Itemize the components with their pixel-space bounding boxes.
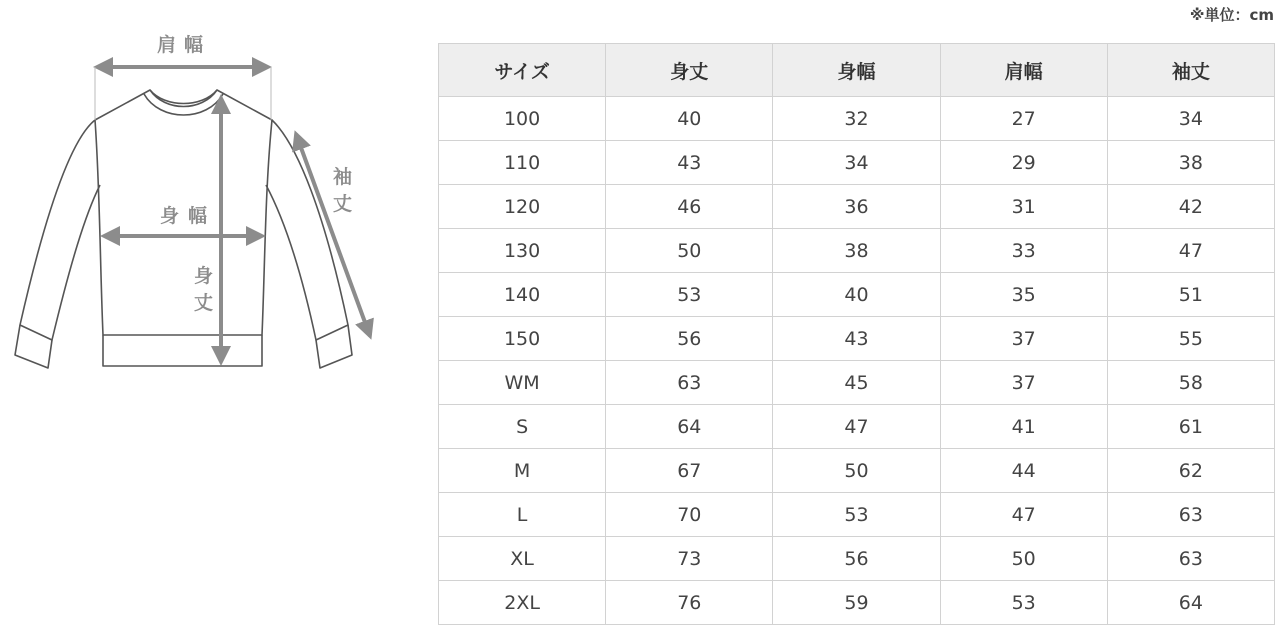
cell-sleeve-length: 63 <box>1107 537 1274 581</box>
header-sleeve-length: 袖丈 <box>1107 44 1274 97</box>
cell-size: 120 <box>439 185 606 229</box>
shoulder-width-label-char-2: 幅 <box>184 34 204 56</box>
dimension-guides <box>95 67 271 120</box>
cell-sleeve-length: 58 <box>1107 361 1274 405</box>
cell-body-length: 43 <box>606 141 773 185</box>
cell-body-width: 43 <box>773 317 940 361</box>
cell-body-width: 32 <box>773 97 940 141</box>
table-row <box>439 537 1275 581</box>
cell-shoulder-width: 53 <box>940 581 1107 625</box>
cell-shoulder-width: 33 <box>940 229 1107 273</box>
table-row <box>439 229 1275 273</box>
cell-shoulder-width: 50 <box>940 537 1107 581</box>
size-table <box>438 43 1275 625</box>
table-header-row <box>439 44 1275 97</box>
cell-size: 100 <box>439 97 606 141</box>
header-body-length: 身丈 <box>606 44 773 97</box>
table-row <box>439 97 1275 141</box>
cell-sleeve-length: 47 <box>1107 229 1274 273</box>
cell-sleeve-length: 38 <box>1107 141 1274 185</box>
cell-shoulder-width: 37 <box>940 317 1107 361</box>
cell-body-length: 76 <box>606 581 773 625</box>
body-length-label-char-2: 丈 <box>194 292 214 314</box>
cell-sleeve-length: 63 <box>1107 493 1274 537</box>
cell-sleeve-length: 34 <box>1107 97 1274 141</box>
cell-body-length: 56 <box>606 317 773 361</box>
sleeve-length-label-char-1: 袖 <box>333 166 353 188</box>
header-shoulder-width: 肩幅 <box>940 44 1107 97</box>
table-row <box>439 141 1275 185</box>
cell-body-length: 46 <box>606 185 773 229</box>
cell-size: XL <box>439 537 606 581</box>
cell-size: 130 <box>439 229 606 273</box>
cell-shoulder-width: 29 <box>940 141 1107 185</box>
cell-shoulder-width: 27 <box>940 97 1107 141</box>
cell-shoulder-width: 47 <box>940 493 1107 537</box>
cell-body-width: 47 <box>773 405 940 449</box>
table-row <box>439 361 1275 405</box>
cell-size: 140 <box>439 273 606 317</box>
cell-body-width: 40 <box>773 273 940 317</box>
cell-size: S <box>439 405 606 449</box>
cell-body-width: 50 <box>773 449 940 493</box>
cell-sleeve-length: 55 <box>1107 317 1274 361</box>
table-row <box>439 581 1275 625</box>
dimension-arrows <box>97 67 370 362</box>
sleeve-length-arrow <box>296 134 370 336</box>
table-row <box>439 449 1275 493</box>
shoulder-width-label-char-1: 肩 <box>157 34 177 56</box>
cell-body-width: 34 <box>773 141 940 185</box>
cell-shoulder-width: 35 <box>940 273 1107 317</box>
cell-body-width: 53 <box>773 493 940 537</box>
cell-body-width: 36 <box>773 185 940 229</box>
sweatshirt-outline <box>15 90 352 368</box>
cell-shoulder-width: 31 <box>940 185 1107 229</box>
unit-note: ※単位：cm <box>1189 6 1274 24</box>
table-row <box>439 493 1275 537</box>
cell-shoulder-width: 37 <box>940 361 1107 405</box>
cell-size: WM <box>439 361 606 405</box>
cell-body-width: 56 <box>773 537 940 581</box>
cell-size: M <box>439 449 606 493</box>
cell-body-length: 70 <box>606 493 773 537</box>
header-body-width: 身幅 <box>773 44 940 97</box>
table-row <box>439 273 1275 317</box>
cell-body-length: 73 <box>606 537 773 581</box>
cell-body-width: 38 <box>773 229 940 273</box>
cell-size: 2XL <box>439 581 606 625</box>
sweatshirt-diagram <box>0 0 400 400</box>
cell-body-length: 40 <box>606 97 773 141</box>
cell-body-width: 45 <box>773 361 940 405</box>
cell-size: L <box>439 493 606 537</box>
header-size: サイズ <box>439 44 606 97</box>
cell-size: 110 <box>439 141 606 185</box>
cell-sleeve-length: 61 <box>1107 405 1274 449</box>
body-length-label-char-1: 身 <box>194 265 214 287</box>
cell-shoulder-width: 41 <box>940 405 1107 449</box>
cell-sleeve-length: 42 <box>1107 185 1274 229</box>
cell-sleeve-length: 62 <box>1107 449 1274 493</box>
sleeve-length-label-char-2: 丈 <box>333 193 353 215</box>
cell-body-length: 63 <box>606 361 773 405</box>
sweatshirt-illustration <box>0 0 400 400</box>
cell-body-width: 59 <box>773 581 940 625</box>
table-row <box>439 405 1275 449</box>
cell-body-length: 67 <box>606 449 773 493</box>
cell-body-length: 53 <box>606 273 773 317</box>
table-row <box>439 317 1275 361</box>
cell-body-length: 64 <box>606 405 773 449</box>
cell-sleeve-length: 64 <box>1107 581 1274 625</box>
cell-sleeve-length: 51 <box>1107 273 1274 317</box>
chest-width-label-char-1: 身 <box>160 205 180 227</box>
cell-shoulder-width: 44 <box>940 449 1107 493</box>
cell-size: 150 <box>439 317 606 361</box>
cell-body-length: 50 <box>606 229 773 273</box>
table-row <box>439 185 1275 229</box>
chest-width-label-char-2: 幅 <box>188 205 208 227</box>
